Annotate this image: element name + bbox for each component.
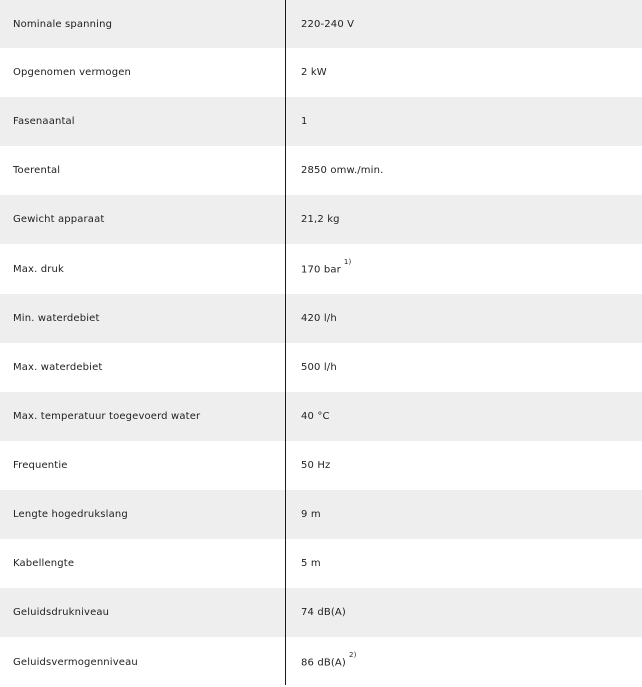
spec-row — [0, 146, 642, 195]
spec-row — [0, 343, 642, 392]
spec-value-text: 1 — [301, 116, 308, 127]
column-divider — [285, 0, 286, 685]
spec-row — [0, 195, 642, 244]
spec-value-text: 220-240 V — [301, 18, 355, 30]
spec-value — [285, 460, 642, 471]
spec-row — [0, 97, 642, 146]
spec-value-text: 74 dB(A) — [301, 607, 346, 618]
spec-value-text: 2 kW — [301, 67, 327, 78]
spec-label: Opgenomen vermogen — [13, 67, 131, 78]
spec-value-text: 21,2 kg — [301, 214, 340, 225]
spec-row — [0, 48, 642, 97]
spec-label: Kabellengte — [13, 558, 75, 569]
spec-value — [285, 165, 642, 176]
footnote-marker: 1) — [343, 258, 352, 267]
spec-value-text: 86 dB(A) — [301, 657, 346, 669]
spec-value-text: 40 °C — [301, 411, 330, 422]
spec-value — [285, 651, 642, 669]
spec-value — [285, 214, 642, 225]
spec-row — [0, 0, 642, 48]
spec-row — [0, 392, 642, 441]
spec-value — [285, 558, 642, 569]
spec-value-text: 170 bar — [301, 264, 341, 276]
footnote-marker: 2) — [348, 651, 357, 660]
spec-label: Min. waterdebiet — [13, 313, 100, 324]
spec-row — [0, 637, 642, 687]
spec-label: Max. temperatuur toegevoerd water — [13, 411, 201, 422]
spec-value — [285, 313, 642, 324]
spec-value-text: 2850 omw./min. — [301, 165, 384, 176]
spec-label: Fasenaantal — [13, 116, 75, 127]
spec-value — [285, 116, 642, 127]
spec-label: Max. waterdebiet — [13, 362, 103, 373]
spec-value — [285, 607, 642, 618]
spec-label: Nominale spanning — [13, 18, 113, 30]
spec-label: Gewicht apparaat — [13, 214, 105, 225]
spec-label: Toerental — [13, 165, 61, 176]
spec-label: Geluidsvermogenniveau — [13, 656, 138, 668]
spec-row — [0, 441, 642, 490]
spec-value — [285, 258, 642, 276]
spec-row — [0, 244, 642, 294]
spec-row — [0, 539, 642, 588]
spec-value-text: 50 Hz — [301, 460, 331, 471]
spec-label: Geluidsdrukniveau — [13, 607, 110, 618]
spec-value — [285, 19, 642, 30]
spec-value-text: 500 l/h — [301, 362, 337, 373]
spec-row — [0, 588, 642, 637]
spec-value — [285, 67, 642, 78]
spec-label: Frequentie — [13, 460, 68, 471]
spec-value-text: 420 l/h — [301, 313, 337, 324]
spec-value — [285, 362, 642, 373]
spec-label: Lengte hogedrukslang — [13, 509, 128, 520]
spec-value-text: 9 m — [301, 509, 321, 520]
spec-row — [0, 294, 642, 343]
spec-value — [285, 509, 642, 520]
spec-value-text: 5 m — [301, 558, 321, 569]
spec-label: Max. druk — [13, 263, 64, 275]
spec-row — [0, 490, 642, 539]
spec-value — [285, 411, 642, 422]
